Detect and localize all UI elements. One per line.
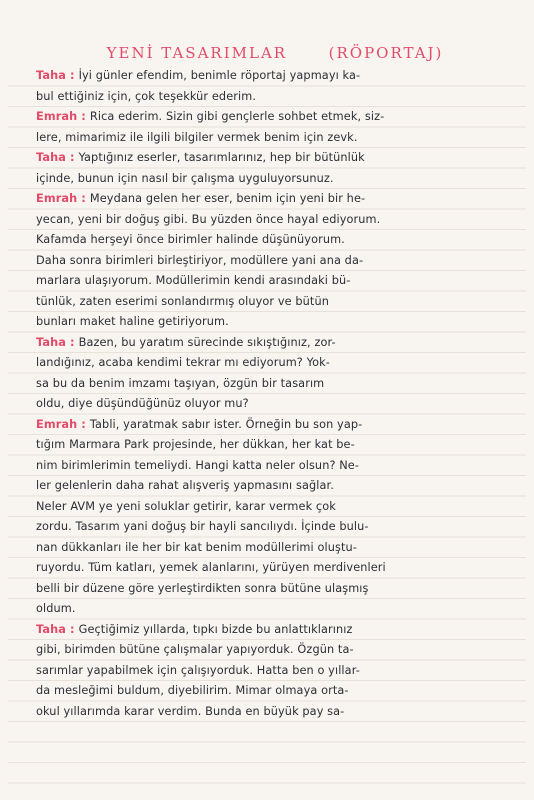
line-text: Neler AVM ye yeni soluklar getirir, karar vermek çok (36, 499, 336, 513)
interview-line (36, 579, 514, 600)
line-text: tığım Marmara Park projesinde, her dükkan, her kat be- (36, 438, 355, 451)
line-text: bul ettiğiniz için, çok teşekkür ederim. (36, 89, 257, 103)
interview-line (36, 251, 514, 272)
speaker-label: Emrah : (36, 110, 86, 123)
line-text: lere, mimarimiz ile ilgili bilgiler vermek benim için zevk. (36, 130, 358, 144)
interview-line (36, 353, 514, 374)
line-text: ler gelenlerin daha rahat alışveriş yapmasını sağlar. (36, 479, 334, 492)
interview-line (36, 87, 514, 108)
line-text: sa bu da benim imzamı taşıyan, özgün bir tasarım (36, 376, 325, 390)
interview-line (36, 538, 514, 559)
interview-line (36, 394, 514, 415)
title-main: YENİ TASARIMLAR (106, 44, 288, 62)
interview-line (36, 599, 514, 620)
interview-content (36, 40, 514, 722)
speaker-label: Taha : (36, 622, 75, 636)
interview-line (36, 189, 514, 210)
interview-line (36, 517, 514, 538)
interview-line (36, 66, 514, 87)
line-text: yecan, yeni bir doğuş gibi. Bu yüzden önce hayal ediyorum. (36, 212, 381, 226)
speaker-label: Taha : (36, 151, 75, 164)
interview-line (36, 128, 514, 149)
interview-line (36, 210, 514, 231)
interview-line (36, 148, 514, 169)
interview-line (36, 292, 514, 313)
speaker-label: Emrah : (36, 417, 86, 431)
interview-line (36, 558, 514, 579)
line-text: okul yıllarımda karar verdim. Bunda en büyük pay sa- (36, 704, 345, 718)
interview-line (36, 661, 514, 682)
line-text: belli bir düzene göre yerleştirdikten sonra bütüne ulaşmış (36, 581, 369, 595)
interview-line (36, 107, 514, 128)
line-text: landığınız, acaba kendimi tekrar mı ediyorum? Yok- (36, 356, 330, 369)
interview-line (36, 415, 514, 436)
speaker-label: Taha : (36, 335, 75, 349)
line-text: Kafamda herşeyi önce birimler halinde düşünüyorum. (36, 233, 345, 246)
line-text: oldu, diye düşündüğünüz oluyor mu? (36, 397, 249, 410)
interview-line (36, 312, 514, 333)
line-text: İyi günler efendim, benimle röportaj yapmayı ka- (78, 69, 361, 82)
interview-line (36, 620, 514, 641)
interview-line (36, 476, 514, 497)
line-text: Tabli, yaratmak sabır ister. Örneğin bu son yap- (89, 417, 363, 431)
speaker-label: Emrah : (36, 192, 86, 205)
line-text: ruyordu. Tüm katları, yemek alanlarını, yürüyen merdivenleri (36, 561, 386, 574)
line-text: gibi, birimden bütüne çalışmalar yapıyorduk. Özgün ta- (36, 643, 354, 656)
line-text: tünlük, zaten eserimi sonlandırmış oluyor ve bütün (36, 294, 329, 308)
page-title (36, 40, 514, 66)
line-text: oldum. (36, 602, 76, 615)
title-sub: (RÖPORTAJ) (328, 44, 444, 62)
interview-line (36, 456, 514, 477)
speaker-label: Taha : (36, 69, 75, 82)
interview-line (36, 333, 514, 354)
line-text: nim birimlerimin temeliydi. Hangi katta neler olsun? Ne- (36, 458, 360, 472)
line-text: marlara ulaşıyorum. Modüllerimin kendi arasındaki bü- (36, 274, 351, 287)
line-text: içinde, bunun için nasıl bir çalışma uyguluyorsunuz. (36, 171, 334, 185)
interview-lines (36, 66, 514, 722)
line-text: Daha sonra birimleri birleştiriyor, modüllere yani ana da- (36, 253, 364, 267)
interview-line (36, 374, 514, 395)
interview-line (36, 497, 514, 518)
interview-line (36, 169, 514, 190)
line-text: Bazen, bu yaratım sürecinde sıkıştığınız, zor- (78, 335, 336, 349)
interview-line (36, 681, 514, 702)
line-text: zordu. Tasarım yani doğuş bir hayli sancılıydı. İçinde bulu- (36, 520, 369, 533)
line-text: Geçtiğimiz yıllarda, tıpkı bizde bu anlattıklarınız (78, 622, 353, 636)
line-text: sarımlar yapabilmek için çalışıyorduk. Hatta ben o yıllar- (36, 663, 360, 677)
line-text: nan dükkanları ile her bir kat benim modüllerimi oluştu- (36, 540, 357, 554)
line-text: da mesleğimi buldum, diyebilirim. Mimar olmaya orta- (36, 684, 349, 697)
line-text: bunları maket haline getiriyorum. (36, 315, 229, 328)
interview-line (36, 702, 514, 723)
interview-line (36, 271, 514, 292)
line-text: Rica ederim. Sizin gibi gençlerle sohbet etmek, siz- (89, 110, 385, 123)
line-text: Yaptığınız eserler, tasarımlarınız, hep bir bütünlük (78, 151, 365, 164)
interview-line (36, 230, 514, 251)
interview-line (36, 640, 514, 661)
interview-line (36, 435, 514, 456)
line-text: Meydana gelen her eser, benim için yeni bir he- (89, 192, 366, 205)
